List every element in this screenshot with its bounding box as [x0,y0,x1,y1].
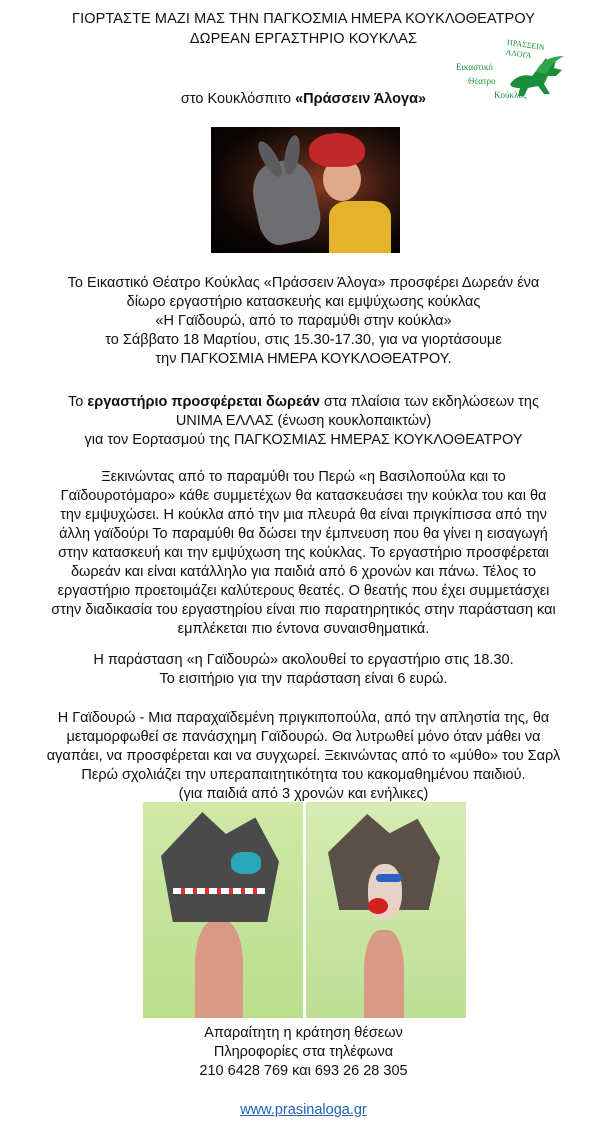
logo-word-top: ΠΡΑΣΣΕΙΝ ΑΛΟΓΑ [505,37,546,61]
unima-line-1-pre: Το [68,394,88,410]
unima-line-3: για τον Εορτασμού της ΠΑΓΚΟΣΜΙΑΣ ΗΜΕΡΑΣ ΚΟΥΚΛΟΘΕΑΤΡΟΥ [84,432,523,448]
description-line: Γαϊδουροτόμαρο» κάθε συμμετέχων θα κατασκευάσει την κούκλα του και θα [60,488,547,504]
booking-info [0,1024,607,1081]
description-line: την εμψυχώσει. Η κούκλα από την μια πλευρά θα είναι πριγκίπισσα από την [60,507,547,523]
description-line: δωρεάν και είναι κατάλληλο για παιδιά από 6 χρονών και πάνω. Τέλος το [70,564,537,580]
booking-required: Απαραίτητη η κράτηση θέσεων [204,1025,403,1041]
info-phones-label: Πληροφορίες στα τηλέφωνα [213,1044,394,1060]
age-note: (για παιδιά από 3 χρονών και ενήλικες) [178,786,429,802]
unima-line-1 [0,393,607,412]
logo-word-1: Εικαστικό [456,62,493,72]
ticket-price: Το εισιτήριο για την παράσταση είναι 6 ευρώ. [159,671,448,687]
description-line: εμπλέκεται πιο έντονα συναισθηματικά. [177,621,430,637]
intro-paragraph [0,274,607,369]
logo-word-2: Θέατρο [468,76,496,86]
synopsis-line: μεταμορφωθεί σε πανάσχημη Γαϊδουρώ. Θα λυτρωθεί μόνο όταν μάθει να [66,729,541,745]
donkey-puppet-photo [143,802,303,1018]
story-synopsis [0,709,607,804]
workshop-description [0,468,607,639]
unima-line-2: UNIMA ΕΛΛΑΣ (ένωση κουκλοπαικτών) [175,413,432,429]
venue-line [0,90,607,109]
performance-info [0,651,607,689]
description-line: άλλη γαϊδούρι Το παραμύθι θα δώσει την έμπνευση που θα γίνει η εισαγωγή [59,526,548,542]
phone-numbers: 210 6428 769 και 693 26 28 305 [199,1063,408,1079]
princess-puppet-photo [306,802,466,1018]
header-title-1: ΓΙΟΡΤΑΣΤΕ ΜΑΖΙ ΜΑΣ ΤΗΝ ΠΑΓΚΟΣΜΙΑ ΗΜΕΡΑ ΚΟΥΚΛΟΘΕΑΤΡΟΥ [71,11,536,27]
description-line: εργαστήριο προετοιμάζει καλύτερους θεατές. Ο θεατής που έχει συμμετάσχει [57,583,550,599]
intro-line: «Η Γαϊδουρώ, από το παραμύθι στην κούκλα» [155,313,452,329]
website-link[interactable]: www.prasinaloga.gr [240,1102,367,1118]
intro-line: Το Εικαστικό Θέατρο Κούκλας «Πράσσειν Άλογα» προσφέρει Δωρεάν ένα [67,275,540,291]
intro-line: το Σάββατο 18 Μαρτίου, στις 15.30-17.30, για να γιορτάσουμε [105,332,502,348]
description-line: στην κατασκευή και την εμψύχωση της κούκλας. Το εργαστήριο προσφέρεται [58,545,549,561]
logo-word-3: Κούκλας [494,90,527,100]
venue-prefix: στο Κουκλόσπιτο [180,91,296,107]
free-workshop-emphasis: εργαστήριο προσφέρεται δωρεάν [87,394,320,410]
puppet-show-photo [211,127,400,253]
unima-line-1-post: στα πλαίσια των εκδηλώσεων της [319,394,539,410]
venue-name: «Πράσσειν Άλογα» [295,91,427,107]
header-title-2: ΔΩΡΕΑΝ ΕΡΓΑΣΤΗΡΙΟ ΚΟΥΚΛΑΣ [189,31,418,47]
intro-line: δίωρο εργαστήριο κατασκευής και εμψύχωσης κούκλας [126,294,481,310]
synopsis-line: Η Γαϊδουρώ - Μια παραχαϊδεμένη πριγκιποπούλα, από την απληστία της, θα [57,710,550,726]
description-line: Ξεκινώντας από το παραμύθι του Περώ «η Βασιλοπούλα και το [101,469,506,485]
unima-paragraph [0,393,607,450]
synopsis-line: αγαπάει, να προσφέρεται και να συγχωρεί. Ξεκινώντας από το «μύθο» του Σαρλ [46,748,561,764]
description-line: στην διαδικασία του εργαστηρίου είναι πιο παρατηρητικός στην παράσταση και [51,602,556,618]
intro-line: την ΠΑΓΚΟΣΜΙΑ ΗΜΕΡΑ ΚΟΥΚΛΟΘΕΑΤΡΟΥ. [155,351,452,367]
performance-time: Η παράσταση «η Γαϊδουρώ» ακολουθεί το εργαστήριο στις 18.30. [93,652,514,668]
synopsis-line: Περώ σχολιάζει την υπεραπαιτητικότητα του κακομαθημένου παιδιού. [81,767,526,783]
